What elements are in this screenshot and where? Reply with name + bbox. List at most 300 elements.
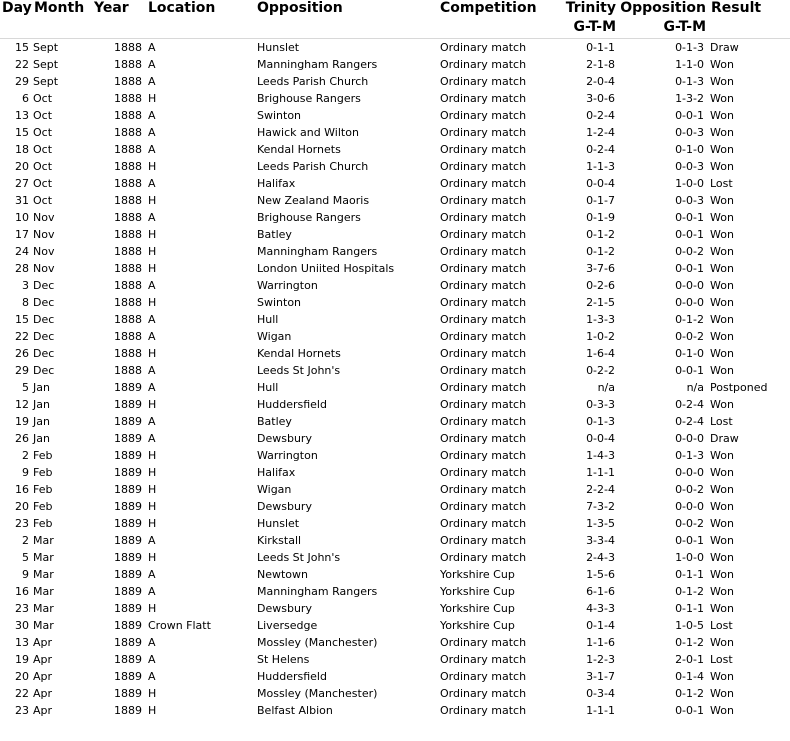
cell-opposition-score[interactable]: 0-1-3 — [675, 449, 704, 462]
cell-location[interactable]: A — [148, 58, 156, 71]
cell-result[interactable]: Won — [710, 58, 734, 71]
cell-year[interactable]: 1889 — [114, 568, 142, 581]
cell-day[interactable]: 10 — [15, 211, 29, 224]
cell-competition[interactable]: Ordinary match — [440, 245, 527, 258]
cell-opposition-score[interactable]: 0-1-0 — [675, 143, 704, 156]
cell-competition[interactable]: Ordinary match — [440, 432, 527, 445]
cell-day[interactable]: 22 — [15, 687, 29, 700]
cell-trinity-score[interactable]: 2-2-4 — [586, 483, 615, 496]
cell-year[interactable]: 1888 — [114, 92, 142, 105]
cell-trinity-score[interactable]: 0-2-6 — [586, 279, 615, 292]
cell-opposition[interactable]: Swinton — [257, 296, 302, 309]
cell-opposition-score[interactable]: 0-0-3 — [675, 126, 704, 139]
cell-year[interactable]: 1888 — [114, 364, 142, 377]
cell-competition[interactable]: Ordinary match — [440, 364, 527, 377]
cell-month[interactable]: Feb — [33, 500, 53, 513]
cell-trinity-score[interactable]: 0-3-4 — [586, 687, 615, 700]
cell-opposition-score[interactable]: 0-0-0 — [675, 500, 704, 513]
cell-trinity-score[interactable]: 2-1-5 — [586, 296, 615, 309]
cell-location[interactable]: H — [148, 466, 157, 479]
cell-opposition-score[interactable]: 1-0-0 — [675, 177, 704, 190]
cell-opposition-score[interactable]: 0-0-0 — [675, 279, 704, 292]
cell-opposition-score[interactable]: 0-1-2 — [675, 585, 704, 598]
cell-trinity-score[interactable]: 0-2-2 — [586, 364, 615, 377]
cell-opposition[interactable]: Liversedge — [257, 619, 318, 632]
cell-competition[interactable]: Ordinary match — [440, 551, 527, 564]
cell-month[interactable]: Nov — [33, 228, 55, 241]
cell-result[interactable]: Won — [710, 670, 734, 683]
cell-result[interactable]: Draw — [710, 41, 739, 54]
cell-opposition[interactable]: Halifax — [257, 466, 296, 479]
cell-year[interactable]: 1888 — [114, 245, 142, 258]
cell-day[interactable]: 15 — [15, 313, 29, 326]
cell-year[interactable]: 1889 — [114, 534, 142, 547]
cell-month[interactable]: Oct — [33, 177, 53, 190]
cell-month[interactable]: Apr — [33, 687, 53, 700]
cell-opposition[interactable]: Warrington — [257, 449, 318, 462]
cell-opposition[interactable]: Swinton — [257, 109, 302, 122]
cell-year[interactable]: 1889 — [114, 398, 142, 411]
cell-result[interactable]: Won — [710, 330, 734, 343]
cell-day[interactable]: 23 — [15, 517, 29, 530]
cell-month[interactable]: Feb — [33, 483, 53, 496]
cell-year[interactable]: 1889 — [114, 449, 142, 462]
cell-month[interactable]: Feb — [33, 466, 53, 479]
cell-year[interactable]: 1889 — [114, 551, 142, 564]
cell-trinity-score[interactable]: n/a — [597, 381, 615, 394]
cell-day[interactable]: 2 — [22, 449, 29, 462]
cell-year[interactable]: 1889 — [114, 704, 142, 717]
cell-opposition-score[interactable]: 0-1-3 — [675, 41, 704, 54]
cell-trinity-score[interactable]: 3-7-6 — [586, 262, 615, 275]
cell-day[interactable]: 9 — [22, 568, 29, 581]
cell-day[interactable]: 24 — [15, 245, 29, 258]
cell-year[interactable]: 1889 — [114, 466, 142, 479]
cell-competition[interactable]: Ordinary match — [440, 58, 527, 71]
cell-competition[interactable]: Ordinary match — [440, 636, 527, 649]
cell-trinity-score[interactable]: 1-1-1 — [586, 466, 615, 479]
cell-month[interactable]: Nov — [33, 245, 55, 258]
cell-competition[interactable]: Yorkshire Cup — [440, 568, 515, 581]
cell-competition[interactable]: Ordinary match — [440, 687, 527, 700]
cell-opposition[interactable]: Hull — [257, 313, 279, 326]
cell-day[interactable]: 31 — [15, 194, 29, 207]
cell-competition[interactable]: Ordinary match — [440, 483, 527, 496]
cell-trinity-score[interactable]: 1-2-4 — [586, 126, 615, 139]
cell-opposition[interactable]: Dewsbury — [257, 500, 312, 513]
cell-competition[interactable]: Ordinary match — [440, 262, 527, 275]
cell-competition[interactable]: Ordinary match — [440, 160, 527, 173]
cell-result[interactable]: Won — [710, 449, 734, 462]
cell-year[interactable]: 1889 — [114, 636, 142, 649]
cell-opposition-score[interactable]: 0-1-2 — [675, 687, 704, 700]
cell-opposition-score[interactable]: 0-0-2 — [675, 517, 704, 530]
cell-month[interactable]: Oct — [33, 194, 53, 207]
cell-year[interactable]: 1888 — [114, 109, 142, 122]
cell-opposition-score[interactable]: 0-0-2 — [675, 245, 704, 258]
cell-year[interactable]: 1889 — [114, 687, 142, 700]
cell-trinity-score[interactable]: 2-0-4 — [586, 75, 615, 88]
cell-day[interactable]: 15 — [15, 41, 29, 54]
cell-opposition-score[interactable]: 1-0-5 — [675, 619, 704, 632]
cell-trinity-score[interactable]: 0-1-3 — [586, 415, 615, 428]
cell-result[interactable]: Won — [710, 347, 734, 360]
cell-competition[interactable]: Ordinary match — [440, 534, 527, 547]
cell-day[interactable]: 5 — [22, 551, 29, 564]
cell-competition[interactable]: Ordinary match — [440, 415, 527, 428]
cell-month[interactable]: Jan — [33, 381, 50, 394]
cell-competition[interactable]: Ordinary match — [440, 704, 527, 717]
cell-opposition[interactable]: Newtown — [257, 568, 309, 581]
cell-result[interactable]: Won — [710, 160, 734, 173]
cell-location[interactable]: A — [148, 381, 156, 394]
cell-result[interactable]: Won — [710, 602, 734, 615]
cell-day[interactable]: 22 — [15, 58, 29, 71]
cell-location[interactable]: H — [148, 160, 157, 173]
cell-opposition-score[interactable]: 0-0-3 — [675, 160, 704, 173]
cell-month[interactable]: Jan — [33, 398, 50, 411]
cell-day[interactable]: 19 — [15, 415, 29, 428]
cell-year[interactable]: 1888 — [114, 330, 142, 343]
cell-competition[interactable]: Ordinary match — [440, 381, 527, 394]
cell-competition[interactable]: Ordinary match — [440, 279, 527, 292]
cell-month[interactable]: Oct — [33, 92, 53, 105]
cell-location[interactable]: A — [148, 636, 156, 649]
cell-year[interactable]: 1888 — [114, 313, 142, 326]
cell-trinity-score[interactable]: 3-1-7 — [586, 670, 615, 683]
cell-day[interactable]: 22 — [15, 330, 29, 343]
cell-opposition-score[interactable]: 0-0-1 — [675, 534, 704, 547]
cell-opposition[interactable]: St Helens — [257, 653, 310, 666]
cell-trinity-score[interactable]: 2-4-3 — [586, 551, 615, 564]
cell-competition[interactable]: Ordinary match — [440, 41, 527, 54]
cell-day[interactable]: 15 — [15, 126, 29, 139]
cell-trinity-score[interactable]: 1-5-6 — [586, 568, 615, 581]
cell-competition[interactable]: Ordinary match — [440, 109, 527, 122]
cell-competition[interactable]: Ordinary match — [440, 92, 527, 105]
cell-opposition[interactable]: Hull — [257, 381, 279, 394]
cell-location[interactable]: A — [148, 279, 156, 292]
cell-result[interactable]: Won — [710, 687, 734, 700]
header-trinity-sub[interactable]: G-T-M — [573, 19, 616, 35]
header-trinity[interactable]: Trinity — [565, 0, 616, 16]
cell-competition[interactable]: Ordinary match — [440, 194, 527, 207]
cell-opposition-score[interactable]: 0-0-1 — [675, 364, 704, 377]
header-competition[interactable]: Competition — [440, 0, 537, 16]
cell-month[interactable]: Apr — [33, 670, 53, 683]
cell-opposition-score[interactable]: 0-0-1 — [675, 262, 704, 275]
cell-day[interactable]: 16 — [15, 483, 29, 496]
cell-result[interactable]: Lost — [710, 619, 733, 632]
cell-day[interactable]: 20 — [15, 500, 29, 513]
cell-day[interactable]: 20 — [15, 160, 29, 173]
cell-year[interactable]: 1889 — [114, 483, 142, 496]
cell-trinity-score[interactable]: 0-3-3 — [586, 398, 615, 411]
cell-competition[interactable]: Ordinary match — [440, 449, 527, 462]
cell-result[interactable]: Won — [710, 483, 734, 496]
cell-result[interactable]: Won — [710, 398, 734, 411]
cell-month[interactable]: Feb — [33, 449, 53, 462]
cell-year[interactable]: 1889 — [114, 653, 142, 666]
cell-location[interactable]: A — [148, 313, 156, 326]
cell-opposition[interactable]: Mossley (Manchester) — [257, 636, 378, 649]
cell-competition[interactable]: Ordinary match — [440, 313, 527, 326]
cell-month[interactable]: Nov — [33, 211, 55, 224]
cell-year[interactable]: 1888 — [114, 143, 142, 156]
cell-location[interactable]: H — [148, 483, 157, 496]
cell-year[interactable]: 1888 — [114, 194, 142, 207]
cell-trinity-score[interactable]: 3-3-4 — [586, 534, 615, 547]
cell-trinity-score[interactable]: 0-2-4 — [586, 143, 615, 156]
cell-trinity-score[interactable]: 0-2-4 — [586, 109, 615, 122]
cell-trinity-score[interactable]: 6-1-6 — [586, 585, 615, 598]
cell-competition[interactable]: Ordinary match — [440, 177, 527, 190]
cell-opposition[interactable]: London Uniited Hospitals — [257, 262, 395, 275]
cell-year[interactable]: 1888 — [114, 228, 142, 241]
header-location[interactable]: Location — [148, 0, 216, 16]
cell-day[interactable]: 2 — [22, 534, 29, 547]
cell-result[interactable]: Won — [710, 262, 734, 275]
cell-year[interactable]: 1889 — [114, 517, 142, 530]
cell-opposition[interactable]: Manningham Rangers — [257, 245, 378, 258]
cell-opposition-score[interactable]: 1-3-2 — [675, 92, 704, 105]
cell-result[interactable]: Lost — [710, 415, 733, 428]
cell-opposition[interactable]: Hawick and Wilton — [257, 126, 359, 139]
cell-result[interactable]: Won — [710, 109, 734, 122]
cell-location[interactable]: A — [148, 330, 156, 343]
cell-trinity-score[interactable]: 0-1-2 — [586, 245, 615, 258]
cell-day[interactable]: 28 — [15, 262, 29, 275]
cell-competition[interactable]: Ordinary match — [440, 211, 527, 224]
cell-opposition-score[interactable]: 0-1-1 — [675, 602, 704, 615]
cell-day[interactable]: 16 — [15, 585, 29, 598]
cell-day[interactable]: 13 — [15, 109, 29, 122]
cell-opposition[interactable]: Brighouse Rangers — [257, 92, 361, 105]
cell-opposition[interactable]: Hunslet — [257, 517, 300, 530]
cell-day[interactable]: 8 — [22, 296, 29, 309]
cell-location[interactable]: A — [148, 126, 156, 139]
cell-result[interactable]: Lost — [710, 653, 733, 666]
cell-location[interactable]: H — [148, 551, 157, 564]
cell-opposition-score[interactable]: 0-0-0 — [675, 466, 704, 479]
header-day[interactable]: Day — [2, 0, 32, 16]
cell-location[interactable]: H — [148, 194, 157, 207]
cell-opposition[interactable]: Brighouse Rangers — [257, 211, 361, 224]
cell-opposition-score[interactable]: 0-0-1 — [675, 211, 704, 224]
cell-year[interactable]: 1888 — [114, 58, 142, 71]
cell-opposition-score[interactable]: 0-0-1 — [675, 109, 704, 122]
cell-location[interactable]: A — [148, 432, 156, 445]
cell-day[interactable]: 13 — [15, 636, 29, 649]
cell-day[interactable]: 26 — [15, 432, 29, 445]
cell-year[interactable]: 1888 — [114, 126, 142, 139]
cell-opposition[interactable]: Huddersfield — [257, 670, 327, 683]
cell-year[interactable]: 1889 — [114, 585, 142, 598]
cell-day[interactable]: 5 — [22, 381, 29, 394]
cell-day[interactable]: 3 — [22, 279, 29, 292]
cell-result[interactable]: Won — [710, 517, 734, 530]
cell-month[interactable]: Mar — [33, 619, 54, 632]
header-month[interactable]: Month — [34, 0, 85, 16]
cell-opposition[interactable]: Leeds Parish Church — [257, 160, 369, 173]
cell-location[interactable]: A — [148, 653, 156, 666]
cell-result[interactable]: Won — [710, 211, 734, 224]
cell-day[interactable]: 6 — [22, 92, 29, 105]
cell-day[interactable]: 18 — [15, 143, 29, 156]
cell-result[interactable]: Won — [710, 466, 734, 479]
cell-result[interactable]: Won — [710, 296, 734, 309]
cell-month[interactable]: Dec — [33, 296, 55, 309]
cell-month[interactable]: Sept — [33, 75, 59, 88]
cell-opposition-score[interactable]: 1-1-0 — [675, 58, 704, 71]
cell-day[interactable]: 17 — [15, 228, 29, 241]
cell-location[interactable]: H — [148, 602, 157, 615]
cell-location[interactable]: A — [148, 41, 156, 54]
cell-opposition-score[interactable]: 0-1-2 — [675, 636, 704, 649]
cell-location[interactable]: H — [148, 228, 157, 241]
cell-trinity-score[interactable]: 7-3-2 — [586, 500, 615, 513]
cell-month[interactable]: Mar — [33, 551, 54, 564]
cell-opposition[interactable]: Warrington — [257, 279, 318, 292]
cell-location[interactable]: A — [148, 177, 156, 190]
cell-opposition-score[interactable]: 0-0-0 — [675, 432, 704, 445]
cell-opposition[interactable]: Kirkstall — [257, 534, 302, 547]
cell-opposition[interactable]: Wigan — [257, 330, 292, 343]
cell-trinity-score[interactable]: 1-0-2 — [586, 330, 615, 343]
cell-result[interactable]: Won — [710, 279, 734, 292]
cell-trinity-score[interactable]: 4-3-3 — [586, 602, 615, 615]
cell-result[interactable]: Won — [710, 75, 734, 88]
cell-location[interactable]: A — [148, 568, 156, 581]
cell-competition[interactable]: Ordinary match — [440, 398, 527, 411]
cell-location[interactable]: H — [148, 687, 157, 700]
cell-month[interactable]: Feb — [33, 517, 53, 530]
cell-opposition-score[interactable]: 0-1-4 — [675, 670, 704, 683]
cell-location[interactable]: H — [148, 262, 157, 275]
cell-month[interactable]: Dec — [33, 330, 55, 343]
cell-opposition[interactable]: Leeds Parish Church — [257, 75, 369, 88]
cell-year[interactable]: 1888 — [114, 347, 142, 360]
cell-competition[interactable]: Ordinary match — [440, 296, 527, 309]
cell-day[interactable]: 23 — [15, 602, 29, 615]
cell-opposition[interactable]: Leeds St John's — [257, 364, 341, 377]
cell-opposition[interactable]: Kendal Hornets — [257, 347, 341, 360]
cell-year[interactable]: 1889 — [114, 500, 142, 513]
cell-trinity-score[interactable]: 0-1-9 — [586, 211, 615, 224]
cell-result[interactable]: Won — [710, 194, 734, 207]
cell-result[interactable]: Lost — [710, 177, 733, 190]
cell-month[interactable]: Jan — [33, 432, 50, 445]
cell-opposition-score[interactable]: 0-0-2 — [675, 330, 704, 343]
header-opposition[interactable]: Opposition — [257, 0, 343, 16]
cell-year[interactable]: 1889 — [114, 415, 142, 428]
cell-location[interactable]: A — [148, 211, 156, 224]
cell-opposition[interactable]: Halifax — [257, 177, 296, 190]
cell-result[interactable]: Won — [710, 568, 734, 581]
cell-opposition-score[interactable]: 0-0-1 — [675, 704, 704, 717]
cell-competition[interactable]: Ordinary match — [440, 126, 527, 139]
cell-year[interactable]: 1888 — [114, 177, 142, 190]
cell-location[interactable]: A — [148, 143, 156, 156]
cell-month[interactable]: Sept — [33, 58, 59, 71]
cell-month[interactable]: Oct — [33, 160, 53, 173]
cell-result[interactable]: Won — [710, 585, 734, 598]
cell-year[interactable]: 1888 — [114, 41, 142, 54]
cell-location[interactable]: H — [148, 704, 157, 717]
cell-opposition-score[interactable]: 0-2-4 — [675, 398, 704, 411]
cell-month[interactable]: Apr — [33, 653, 53, 666]
header-opposition-sub[interactable]: G-T-M — [663, 19, 706, 35]
cell-trinity-score[interactable]: 1-1-3 — [586, 160, 615, 173]
cell-opposition-score[interactable]: 0-0-1 — [675, 228, 704, 241]
cell-result[interactable]: Won — [710, 245, 734, 258]
cell-competition[interactable]: Ordinary match — [440, 347, 527, 360]
cell-result[interactable]: Won — [710, 313, 734, 326]
cell-opposition[interactable]: Wigan — [257, 483, 292, 496]
cell-result[interactable]: Won — [710, 704, 734, 717]
cell-trinity-score[interactable]: 1-2-3 — [586, 653, 615, 666]
cell-month[interactable]: Mar — [33, 585, 54, 598]
cell-opposition-score[interactable]: 0-0-3 — [675, 194, 704, 207]
cell-location[interactable]: Crown Flatt — [148, 619, 211, 632]
cell-month[interactable]: Dec — [33, 347, 55, 360]
cell-opposition-score[interactable]: 0-0-2 — [675, 483, 704, 496]
cell-competition[interactable]: Ordinary match — [440, 517, 527, 530]
cell-opposition-score[interactable]: n/a — [686, 381, 704, 394]
cell-year[interactable]: 1888 — [114, 262, 142, 275]
cell-competition[interactable]: Ordinary match — [440, 75, 527, 88]
cell-competition[interactable]: Yorkshire Cup — [440, 585, 515, 598]
cell-opposition-score[interactable]: 0-0-0 — [675, 296, 704, 309]
cell-opposition[interactable]: Batley — [257, 228, 292, 241]
cell-trinity-score[interactable]: 0-1-1 — [586, 41, 615, 54]
cell-day[interactable]: 12 — [15, 398, 29, 411]
cell-location[interactable]: H — [148, 347, 157, 360]
cell-month[interactable]: Jan — [33, 415, 50, 428]
cell-location[interactable]: A — [148, 585, 156, 598]
cell-opposition[interactable]: Hunslet — [257, 41, 300, 54]
cell-month[interactable]: Mar — [33, 602, 54, 615]
cell-competition[interactable]: Yorkshire Cup — [440, 619, 515, 632]
cell-year[interactable]: 1888 — [114, 296, 142, 309]
cell-result[interactable]: Won — [710, 126, 734, 139]
cell-trinity-score[interactable]: 1-6-4 — [586, 347, 615, 360]
cell-location[interactable]: A — [148, 75, 156, 88]
cell-month[interactable]: Sept — [33, 41, 59, 54]
cell-result[interactable]: Won — [710, 364, 734, 377]
cell-trinity-score[interactable]: 3-0-6 — [586, 92, 615, 105]
cell-opposition[interactable]: New Zealand Maoris — [257, 194, 370, 207]
cell-year[interactable]: 1889 — [114, 670, 142, 683]
cell-month[interactable]: Dec — [33, 364, 55, 377]
cell-location[interactable]: H — [148, 92, 157, 105]
cell-opposition[interactable]: Manningham Rangers — [257, 58, 378, 71]
cell-month[interactable]: Dec — [33, 279, 55, 292]
cell-result[interactable]: Draw — [710, 432, 739, 445]
cell-location[interactable]: H — [148, 449, 157, 462]
cell-location[interactable]: H — [148, 500, 157, 513]
cell-month[interactable]: Nov — [33, 262, 55, 275]
cell-result[interactable]: Won — [710, 228, 734, 241]
cell-opposition[interactable]: Batley — [257, 415, 292, 428]
cell-opposition[interactable]: Huddersfield — [257, 398, 327, 411]
cell-competition[interactable]: Ordinary match — [440, 143, 527, 156]
cell-location[interactable]: A — [148, 415, 156, 428]
cell-month[interactable]: Apr — [33, 636, 53, 649]
cell-day[interactable]: 19 — [15, 653, 29, 666]
cell-location[interactable]: H — [148, 398, 157, 411]
cell-month[interactable]: Mar — [33, 568, 54, 581]
